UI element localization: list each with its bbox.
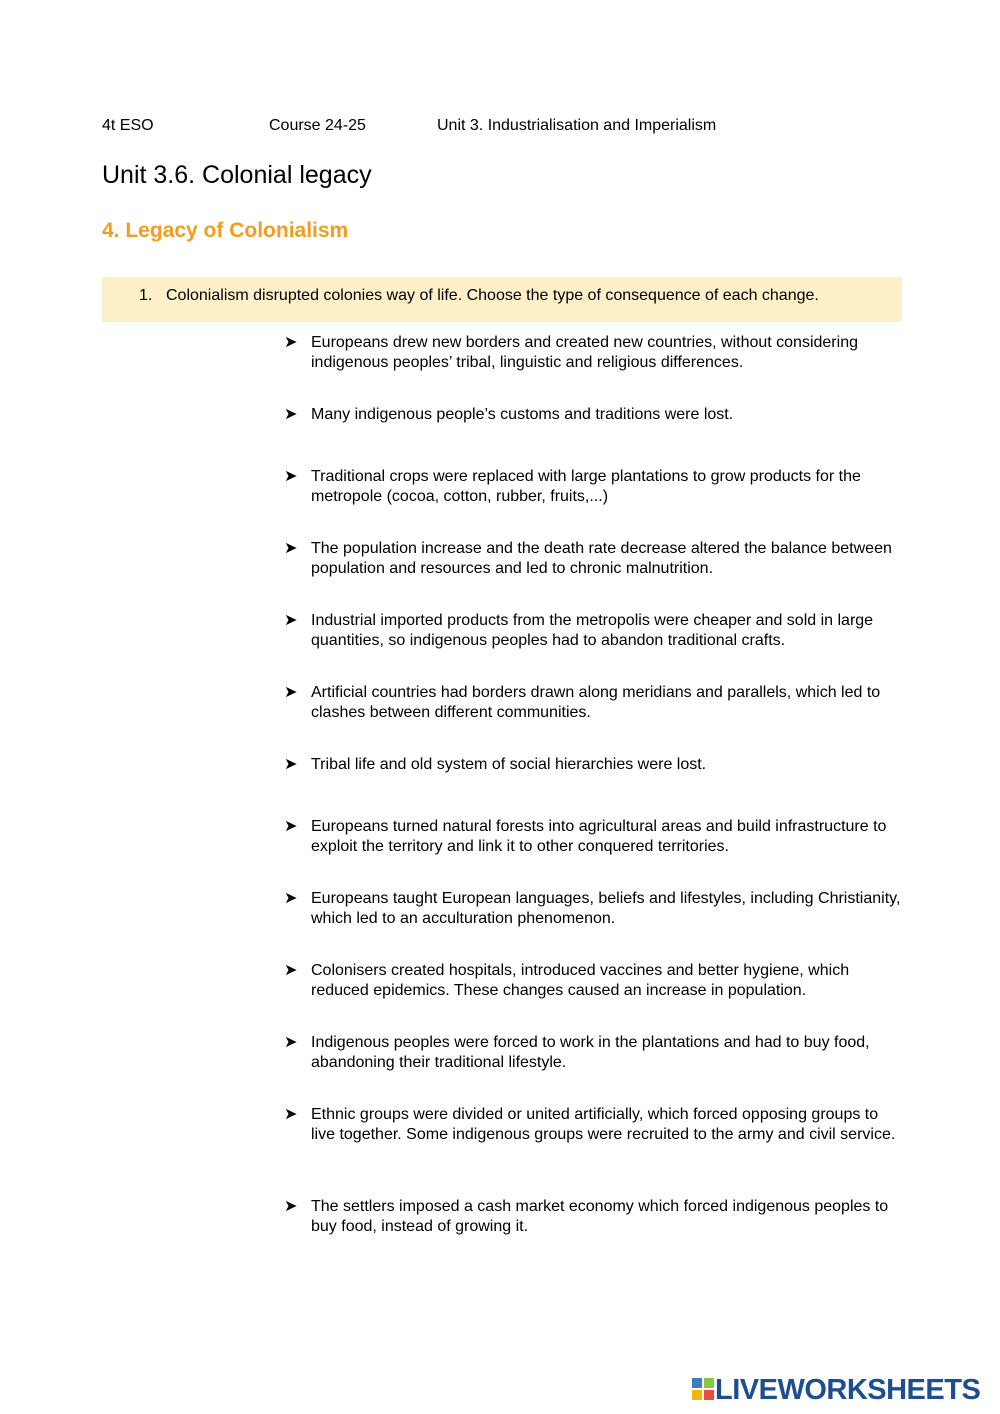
arrow-bullet-icon: ➤ [284, 612, 298, 629]
header-unit: Unit 3. Industrialisation and Imperialism [437, 117, 717, 134]
arrow-bullet-icon: ➤ [284, 468, 298, 485]
liveworksheets-logo [692, 1374, 992, 1406]
statement-text: Artificial countries had borders drawn along meridians and parallels, which led to clashes between different communities. [311, 684, 881, 721]
arrow-bullet-icon: ➤ [284, 1034, 298, 1051]
arrow-bullet-icon: ➤ [284, 756, 298, 773]
arrow-bullet-icon: ➤ [284, 890, 298, 907]
header-course: Course 24-25 [269, 117, 366, 134]
arrow-bullet-icon: ➤ [284, 684, 298, 701]
liveworksheets-logo-icon [692, 1378, 714, 1400]
statement-text: Tribal life and old system of social hierarchies were lost. [311, 756, 707, 773]
unit-title: Unit 3.6. Colonial legacy [102, 161, 372, 189]
instruction-box [102, 277, 902, 322]
logo-text: LIVEWORKSHEETS [715, 1374, 981, 1406]
arrow-bullet-icon: ➤ [284, 540, 298, 557]
page-header [102, 117, 922, 137]
statement-text: Industrial imported products from the metropolis were cheaper and sold in large quantities, so indigenous peoples had to abandon traditional crafts. [311, 612, 874, 649]
arrow-bullet-icon: ➤ [284, 406, 298, 423]
statement-text: Colonisers created hospitals, introduced vaccines and better hygiene, which reduced epidemics. These changes caused an increase in population. [311, 962, 850, 999]
statement-text: The settlers imposed a cash market economy which forced indigenous peoples to buy food, instead of growing it. [311, 1198, 889, 1235]
statement-text: The population increase and the death rate decrease altered the balance between population and resources and led to chronic malnutrition. [311, 540, 892, 577]
arrow-bullet-icon: ➤ [284, 334, 298, 351]
arrow-bullet-icon: ➤ [284, 818, 298, 835]
section-title: 4. Legacy of Colonialism [102, 219, 349, 242]
arrow-bullet-icon: ➤ [284, 962, 298, 979]
instruction-number: 1. [139, 287, 153, 304]
statement-text: Europeans taught European languages, beliefs and lifestyles, including Christianity, which led to an acculturation phenomenon. [311, 890, 901, 927]
instruction-text: Colonialism disrupted colonies way of life. Choose the type of consequence of each change. [166, 287, 819, 304]
statement-text: Traditional crops were replaced with large plantations to grow products for the metropole (cocoa, cotton, rubber, fruits,...) [311, 468, 861, 505]
statement-text: Ethnic groups were divided or united artificially, which forced opposing groups to live together. Some indigenous groups were recruited to the army and civil service. [311, 1106, 896, 1143]
arrow-bullet-icon: ➤ [284, 1106, 298, 1123]
statement-text: Indigenous peoples were forced to work in the plantations and had to buy food, abandoning their traditional lifestyle. [311, 1034, 870, 1071]
statement-text: Europeans turned natural forests into agricultural areas and build infrastructure to exploit the territory and link it to other conquered territories. [311, 818, 887, 855]
header-level: 4t ESO [102, 117, 154, 134]
statement-text: Many indigenous people’s customs and traditions were lost. [311, 406, 734, 423]
statement-text: Europeans drew new borders and created new countries, without considering indigenous peoples’ tribal, linguistic and religious differences. [311, 334, 858, 371]
arrow-bullet-icon: ➤ [284, 1198, 298, 1215]
